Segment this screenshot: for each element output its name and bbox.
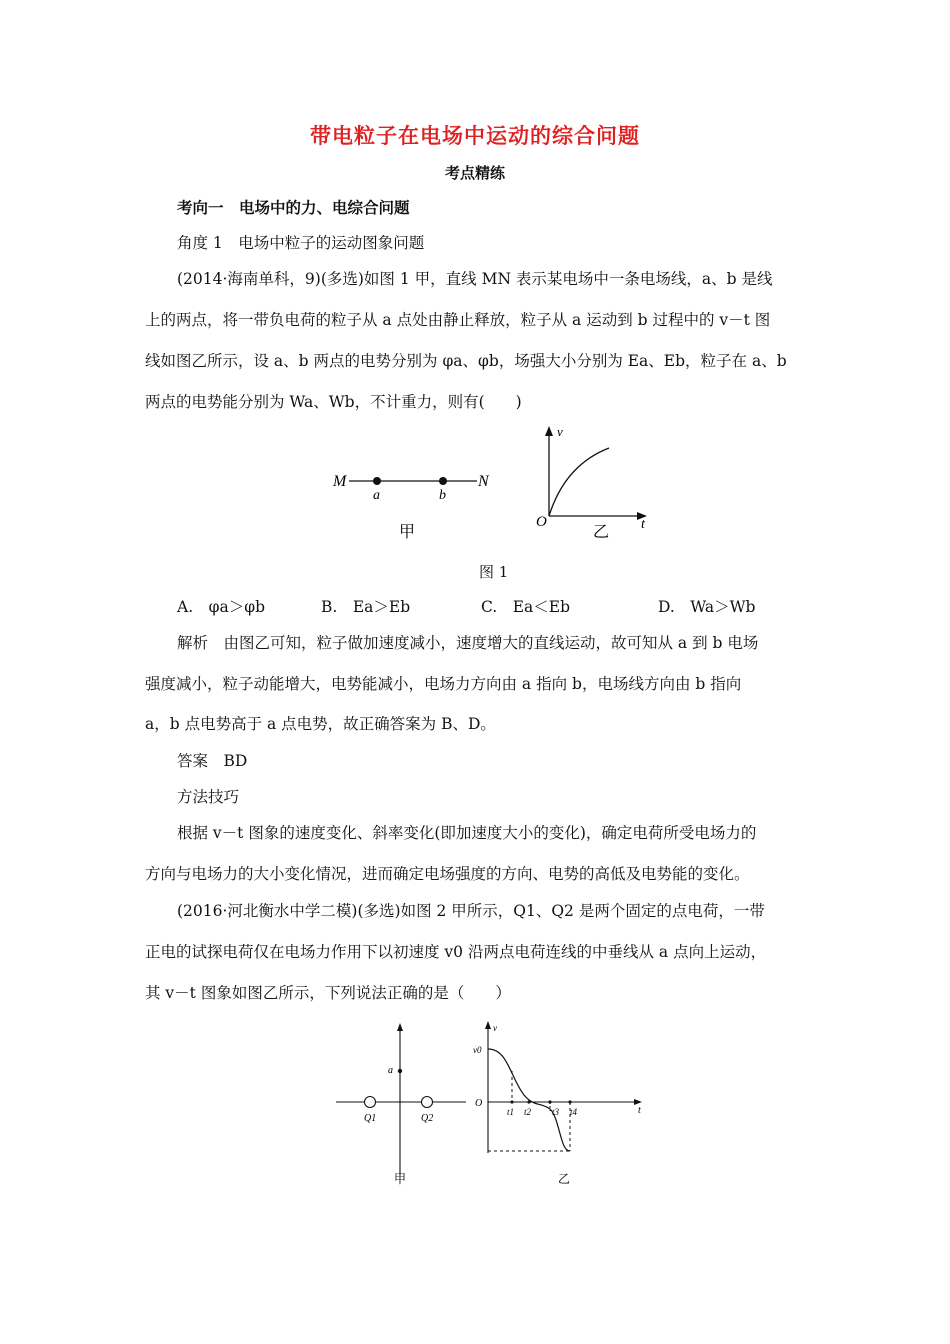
fig1-vt-curve <box>549 448 609 516</box>
fig2-point-a <box>398 1069 402 1073</box>
fig1-label-b: b <box>439 488 446 503</box>
question1-line4: 两点的电势能分别为 Wa、Wb，不计重力，则有( ) <box>145 393 522 411</box>
fig2-label-q2: Q2 <box>421 1113 434 1124</box>
fig1-label-v: v <box>557 424 563 439</box>
fig2-label-t: t <box>638 1105 641 1116</box>
fig2-label-t1: t1 <box>507 1107 515 1117</box>
option-b: B. Ea＞Eb <box>321 598 411 616</box>
method-title: 方法技巧 <box>177 788 240 806</box>
fig1-label-a: a <box>373 488 380 503</box>
fig2-label-v: v <box>493 1023 497 1033</box>
fig2-tick-t2 <box>527 1100 530 1103</box>
figure2 <box>330 1015 650 1195</box>
fig1-label-N: N <box>478 473 489 490</box>
question2-line2: 正电的试探电荷仅在电场力作用下以初速度 v0 沿两点电荷连线的中垂线从 a 点向上运动， <box>145 943 767 961</box>
question1-line1: (2014·海南单科，9)(多选)如图 1 甲，直线 MN 表示某电场中一条电场线，a、b 是线 <box>177 270 773 288</box>
fig2-charge-q1 <box>365 1097 376 1108</box>
fig1-v-arrow-icon <box>545 426 553 436</box>
fig1-label-t: t <box>641 517 645 532</box>
fig1-label-O: O <box>536 514 547 530</box>
fig2-tick-t1 <box>510 1100 513 1103</box>
fig2-charge-q2 <box>422 1097 433 1108</box>
fig1-label-yi: 乙 <box>593 524 610 541</box>
fig2-v-arrow-icon <box>485 1021 491 1029</box>
fig2-tick-t4 <box>568 1100 571 1103</box>
method-line1: 根据 v－t 图象的速度变化、斜率变化(即加速度大小的变化)，确定电荷所受电场力的 <box>177 824 757 842</box>
analysis-line2: 强度减小，粒子动能增大，电势能减小，电场力方向由 a 指向 b，电场线方向由 b 指向 <box>145 675 742 693</box>
fig2-label-a: a <box>388 1065 393 1076</box>
page-title: 带电粒子在电场中运动的综合问题 <box>310 123 640 148</box>
section-heading: 考向一 电场中的力、电综合问题 <box>177 198 410 217</box>
analysis-line1: 解析 由图乙可知，粒子做加速度减小，速度增大的直线运动，故可知从 a 到 b 电场 <box>177 634 759 652</box>
fig2-label-t3: t3 <box>552 1107 560 1117</box>
fig2-label-v0: v0 <box>473 1045 482 1055</box>
analysis-line3: a，b 点电势高于 a 点电势，故正确答案为 B、D。 <box>145 715 496 733</box>
fig2-up-arrow-icon <box>397 1023 403 1031</box>
fig2-label-q1: Q1 <box>364 1113 377 1124</box>
fig1-label-jia: 甲 <box>399 524 416 541</box>
fig1-label-M: M <box>333 473 347 490</box>
question1-line2: 上的两点，将一带负电荷的粒子从 a 点处由静止释放，粒子从 a 运动到 b 过程中的 v－t 图 <box>145 311 771 329</box>
fig2-tick-t3 <box>548 1100 551 1103</box>
fig2-label-o: O <box>475 1098 483 1109</box>
figure1 <box>325 420 665 545</box>
fig1-point-b <box>439 477 447 485</box>
question2-line3: 其 v－t 图象如图乙所示，下列说法正确的是（ ） <box>145 984 511 1002</box>
fig2-label-jia: 甲 <box>394 1172 407 1186</box>
question2-line1: (2016·河北衡水中学二模)(多选)如图 2 甲所示，Q1、Q2 是两个固定的点电荷，一带 <box>177 902 765 920</box>
fig2-label-t2: t2 <box>524 1107 532 1117</box>
page-subtitle: 考点精练 <box>444 164 505 182</box>
option-c: C. Ea＜Eb <box>481 598 571 616</box>
figure1-caption: 图 1 <box>479 563 509 581</box>
option-d: D. Wa＞Wb <box>658 598 756 616</box>
fig2-label-t4: t4 <box>570 1107 578 1117</box>
fig1-point-a <box>373 477 381 485</box>
subsection-heading: 角度 1 电场中粒子的运动图象问题 <box>177 234 425 252</box>
answer-text: 答案 BD <box>177 752 248 770</box>
fig2-label-yi: 乙 <box>558 1172 571 1186</box>
fig2-vt-curve <box>488 1049 570 1151</box>
method-line2: 方向与电场力的大小变化情况，进而确定电场强度的方向、电势的高低及电势能的变化。 <box>145 865 750 883</box>
option-a: A. φa＞φb <box>177 598 265 616</box>
question1-line3: 线如图乙所示，设 a、b 两点的电势分别为 φa、φb，场强大小分别为 Ea、Eb，粒子在 a、b <box>145 352 787 370</box>
